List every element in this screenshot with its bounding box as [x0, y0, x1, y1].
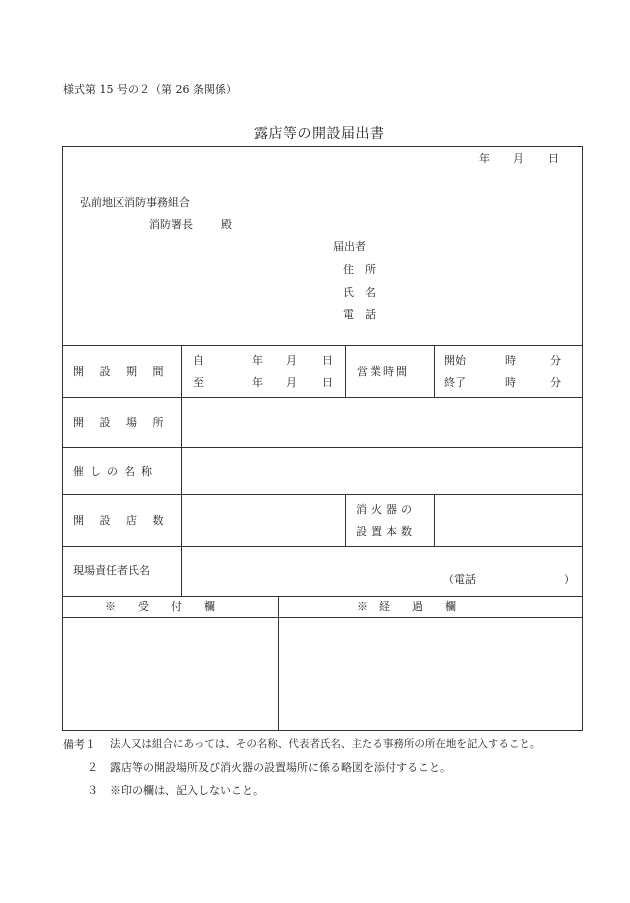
receipt-column-header: ※ 受 付 欄	[105, 600, 215, 613]
hours-start-hour: 時	[505, 354, 516, 367]
hours-label: 営業時間	[357, 365, 409, 378]
label-column-divider	[181, 345, 182, 596]
page-title: 露店等の開設届出書	[254, 126, 385, 142]
period-from-day: 日	[322, 354, 333, 367]
period-from-year: 年	[252, 354, 263, 367]
addressee-chief: 消防署長	[149, 218, 193, 231]
period-to-year: 年	[252, 376, 263, 389]
applicant-phone-label: 電 話	[343, 308, 376, 321]
hours-column-divider	[345, 345, 346, 397]
note-3-prefix: ３	[87, 784, 98, 797]
extinguisher-value-divider	[434, 494, 435, 546]
row-divider	[62, 345, 583, 346]
date-month: 月	[513, 152, 524, 165]
progress-column-header: ※ 経 過 欄	[357, 600, 456, 613]
hours-start: 開始	[444, 354, 466, 367]
hours-end-hour: 時	[505, 376, 516, 389]
stores-label: 開 設 店 数	[73, 514, 170, 527]
date-year: 年	[479, 152, 490, 165]
applicant-label: 届出者	[333, 240, 366, 253]
period-to: 至	[193, 376, 204, 389]
row-divider	[62, 546, 583, 547]
applicant-address-label: 住 所	[343, 263, 376, 276]
row-divider	[62, 596, 583, 597]
row-divider	[62, 397, 583, 398]
applicant-name-label: 氏 名	[343, 286, 376, 299]
event-label: 催しの名称	[73, 465, 158, 478]
extinguisher-label-line1: 消火器の	[356, 503, 416, 516]
extinguisher-column-divider	[345, 494, 346, 546]
manager-phone: （電話 ）	[443, 573, 575, 586]
hours-value-divider	[434, 345, 435, 397]
hours-end: 終了	[444, 376, 466, 389]
note-2-prefix: ２	[87, 761, 98, 774]
form-frame	[62, 146, 583, 731]
row-divider	[62, 617, 583, 618]
note-1-prefix: 備考１	[63, 738, 96, 751]
addressee-org: 弘前地区消防事務組合	[80, 196, 190, 209]
note-2: 露店等の開設場所及び消火器の設置場所に係る略図を添付すること。	[110, 761, 451, 774]
period-from-month: 月	[286, 354, 297, 367]
form-number: 様式第 15 号の２（第 26 条関係）	[63, 83, 237, 96]
hours-end-minute: 分	[550, 376, 561, 389]
period-to-day: 日	[322, 376, 333, 389]
row-divider	[62, 447, 583, 448]
addressee-honorific: 殿	[221, 218, 232, 231]
reception-divider	[278, 596, 279, 731]
hours-start-minute: 分	[550, 354, 561, 367]
date-day: 日	[548, 152, 559, 165]
period-label: 開 設 期 間	[73, 365, 170, 378]
note-3: ※印の欄は、記入しないこと。	[110, 784, 264, 797]
row-divider	[62, 494, 583, 495]
manager-label: 現場責任者氏名	[73, 564, 150, 577]
place-label: 開 設 場 所	[73, 416, 170, 429]
extinguisher-label-line2: 設置本数	[356, 525, 416, 538]
period-from: 自	[193, 354, 204, 367]
period-to-month: 月	[286, 376, 297, 389]
note-1: 法人又は組合にあっては、その名称、代表者氏名、主たる事務所の所在地を記入すること。	[110, 738, 541, 750]
